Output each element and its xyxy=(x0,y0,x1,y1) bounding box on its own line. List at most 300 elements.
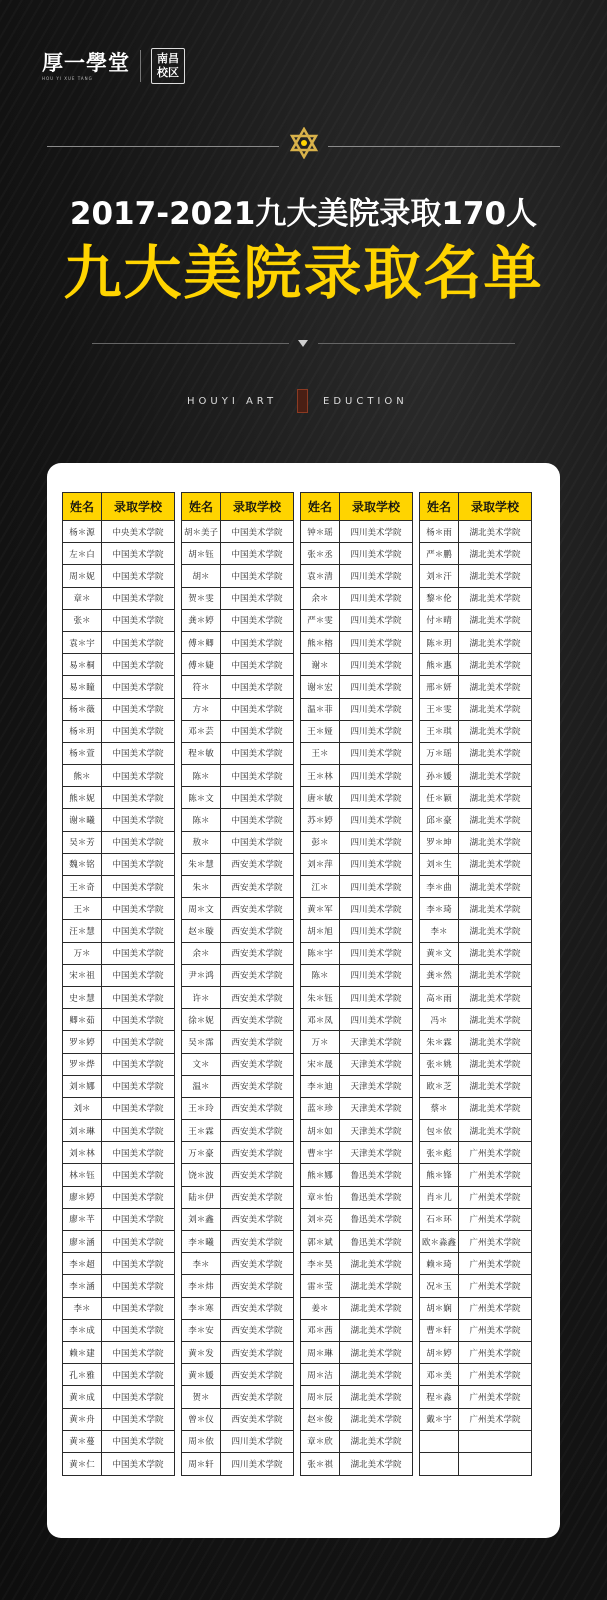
student-name: 陈＊玥 xyxy=(420,632,459,653)
table-row xyxy=(63,1431,174,1453)
student-name: 李＊曲 xyxy=(420,876,459,897)
table-row xyxy=(301,1076,412,1098)
admitted-school: 湖北美术学院 xyxy=(469,949,521,960)
admitted-school: 中国美术学院 xyxy=(112,1370,164,1381)
table-row xyxy=(301,1054,412,1076)
student-name: 蔡＊ xyxy=(420,1098,459,1119)
student-name: 周＊轩 xyxy=(182,1453,221,1475)
table-row xyxy=(182,1120,293,1142)
table-row xyxy=(420,854,531,876)
table-row xyxy=(63,1231,174,1253)
admitted-school: 湖北美术学院 xyxy=(469,749,521,760)
student-name: 周＊妮 xyxy=(63,565,102,586)
admitted-school: 广州美术学院 xyxy=(469,1348,521,1359)
table-row xyxy=(301,676,412,698)
admitted-school: 中国美术学院 xyxy=(231,771,283,782)
admitted-school xyxy=(459,1431,531,1452)
tagline-right: EDUCTION xyxy=(323,396,408,407)
student-name: 傅＊婕 xyxy=(182,654,221,675)
student-name: 邱＊豪 xyxy=(420,809,459,830)
table-row xyxy=(420,876,531,898)
table-row xyxy=(420,743,531,765)
admitted-school: 天津美术学院 xyxy=(350,1082,402,1093)
admitted-school: 中国美术学院 xyxy=(112,949,164,960)
student-name: 李＊超 xyxy=(63,1253,102,1274)
student-name: 熊＊榕 xyxy=(301,632,340,653)
student-name: 张＊ xyxy=(63,610,102,631)
student-name: 程＊淼 xyxy=(420,1386,459,1407)
student-name: 黎＊伦 xyxy=(420,588,459,609)
table-row xyxy=(182,588,293,610)
admitted-school: 湖北美术学院 xyxy=(469,904,521,915)
student-name: 万＊ xyxy=(301,1031,340,1052)
table-row xyxy=(182,676,293,698)
admitted-school: 中国美术学院 xyxy=(112,1215,164,1226)
admitted-school: 中国美术学院 xyxy=(112,1415,164,1426)
admitted-school: 中国美术学院 xyxy=(112,682,164,693)
table-row xyxy=(63,1098,174,1120)
admitted-school: 西安美术学院 xyxy=(231,1037,283,1048)
student-name: 王＊雯 xyxy=(420,699,459,720)
student-name: 刘＊亮 xyxy=(301,1209,340,1230)
student-name: 罗＊烨 xyxy=(63,1054,102,1075)
student-name: 万＊瑶 xyxy=(420,743,459,764)
student-name: 杨＊源 xyxy=(63,521,102,542)
table-row xyxy=(301,721,412,743)
table-row xyxy=(63,898,174,920)
admitted-school: 湖北美术学院 xyxy=(350,1437,402,1448)
admitted-school: 中国美术学院 xyxy=(112,904,164,915)
table-row xyxy=(301,876,412,898)
admitted-school: 西安美术学院 xyxy=(231,1281,283,1292)
admitted-school: 鲁迅美术学院 xyxy=(350,1193,402,1204)
student-name: 熊＊锋 xyxy=(420,1164,459,1185)
table-row xyxy=(182,854,293,876)
table-row xyxy=(420,699,531,721)
student-name: 史＊慧 xyxy=(63,987,102,1008)
admitted-school: 湖北美术学院 xyxy=(469,705,521,716)
table-row xyxy=(301,1320,412,1342)
student-name: 余＊ xyxy=(182,943,221,964)
admitted-school: 中国美术学院 xyxy=(231,616,283,627)
admitted-school: 广州美术学院 xyxy=(469,1326,521,1337)
admitted-school: 湖北美术学院 xyxy=(350,1415,402,1426)
student-name: 熊＊妮 xyxy=(63,787,102,808)
admitted-school: 湖北美术学院 xyxy=(469,1126,521,1137)
student-name: 陆＊伊 xyxy=(182,1187,221,1208)
student-name: 朱＊ xyxy=(182,876,221,897)
table-row xyxy=(420,632,531,654)
table-row xyxy=(420,920,531,942)
student-name: 赵＊璇 xyxy=(182,920,221,941)
table-row xyxy=(182,1453,293,1475)
admitted-school: 四川美术学院 xyxy=(231,1437,283,1448)
student-name: 吴＊霈 xyxy=(182,1031,221,1052)
table-row xyxy=(301,565,412,587)
table-row xyxy=(420,1431,531,1453)
table-row xyxy=(301,765,412,787)
column-header xyxy=(63,493,174,521)
student-name xyxy=(420,1431,459,1452)
column-header xyxy=(420,493,531,521)
student-name: 邓＊凤 xyxy=(301,1009,340,1030)
admitted-school: 中国美术学院 xyxy=(112,1082,164,1093)
admitted-school: 中国美术学院 xyxy=(231,816,283,827)
admitted-school: 湖北美术学院 xyxy=(469,571,521,582)
table-row xyxy=(420,676,531,698)
table-row xyxy=(182,1209,293,1231)
student-name: 许＊ xyxy=(182,987,221,1008)
header-name: 姓名 xyxy=(420,493,459,520)
student-name: 刘＊琳 xyxy=(63,1120,102,1141)
logo-subtext: HOU YI XUE TANG xyxy=(42,75,93,81)
table-row xyxy=(301,632,412,654)
top-rule-right xyxy=(328,146,560,147)
table-row xyxy=(301,1142,412,1164)
table-row xyxy=(420,1054,531,1076)
admitted-school: 西安美术学院 xyxy=(231,971,283,982)
header-school: 录取学校 xyxy=(232,500,281,514)
admitted-school: 天津美术学院 xyxy=(350,1148,402,1159)
student-name: 孔＊雅 xyxy=(63,1364,102,1385)
admitted-school: 西安美术学院 xyxy=(231,1148,283,1159)
student-name: 李＊寒 xyxy=(182,1298,221,1319)
admitted-school: 中国美术学院 xyxy=(231,749,283,760)
table-row xyxy=(301,543,412,565)
student-name: 余＊ xyxy=(301,588,340,609)
student-name: 胡＊娴 xyxy=(420,1298,459,1319)
table-row xyxy=(420,721,531,743)
admitted-school: 西安美术学院 xyxy=(231,1104,283,1115)
student-name: 章＊欣 xyxy=(301,1431,340,1452)
student-name: 廖＊涵 xyxy=(63,1231,102,1252)
admitted-school: 西安美术学院 xyxy=(231,1171,283,1182)
table-row xyxy=(182,1076,293,1098)
table-row xyxy=(182,1187,293,1209)
student-name: 严＊雯 xyxy=(301,610,340,631)
admitted-school: 湖北美术学院 xyxy=(469,727,521,738)
admitted-school: 四川美术学院 xyxy=(350,838,402,849)
table-row xyxy=(63,1320,174,1342)
admitted-school: 四川美术学院 xyxy=(350,727,402,738)
student-name: 章＊ xyxy=(63,588,102,609)
student-name: 张＊祺 xyxy=(301,1453,340,1475)
student-name: 易＊桐 xyxy=(63,654,102,675)
table-row xyxy=(63,1142,174,1164)
table-row xyxy=(420,1009,531,1031)
table-row xyxy=(420,1209,531,1231)
table-row xyxy=(301,965,412,987)
admitted-school: 中国美术学院 xyxy=(112,793,164,804)
table-row xyxy=(420,1364,531,1386)
admitted-school: 中国美术学院 xyxy=(112,860,164,871)
admitted-school: 四川美术学院 xyxy=(350,882,402,893)
table-row xyxy=(63,1187,174,1209)
student-name: 黄＊文 xyxy=(420,943,459,964)
table-row xyxy=(182,1275,293,1297)
table-row xyxy=(63,1253,174,1275)
table-row xyxy=(301,987,412,1009)
admitted-school: 四川美术学院 xyxy=(350,1015,402,1026)
admitted-school: 中国美术学院 xyxy=(112,1237,164,1248)
student-name: 饶＊波 xyxy=(182,1164,221,1185)
table-row xyxy=(182,1054,293,1076)
admitted-school: 中国美术学院 xyxy=(231,793,283,804)
table-row xyxy=(63,699,174,721)
student-name: 李＊成 xyxy=(63,1320,102,1341)
student-name: 曹＊轩 xyxy=(420,1320,459,1341)
student-name: 王＊林 xyxy=(301,765,340,786)
admitted-school: 中国美术学院 xyxy=(112,993,164,1004)
admitted-school: 中国美术学院 xyxy=(112,1015,164,1026)
table-row xyxy=(301,699,412,721)
student-name: 罗＊坤 xyxy=(420,832,459,853)
table-row xyxy=(63,1342,174,1364)
table-row xyxy=(182,1431,293,1453)
table-row xyxy=(301,1298,412,1320)
admitted-school: 中国美术学院 xyxy=(112,660,164,671)
admitted-school: 四川美术学院 xyxy=(350,571,402,582)
student-name: 刘＊鑫 xyxy=(182,1209,221,1230)
student-name: 方＊ xyxy=(182,699,221,720)
student-name: 刘＊萍 xyxy=(301,854,340,875)
table-row xyxy=(182,1364,293,1386)
table-row xyxy=(63,632,174,654)
admitted-school: 四川美术学院 xyxy=(350,527,402,538)
header-school: 录取学校 xyxy=(470,500,519,514)
student-name: 敖＊ xyxy=(182,832,221,853)
table-row xyxy=(182,1031,293,1053)
student-name: 万＊ xyxy=(63,943,102,964)
student-name: 王＊ xyxy=(301,743,340,764)
admitted-school: 中国美术学院 xyxy=(112,1148,164,1159)
admitted-school: 中国美术学院 xyxy=(112,1348,164,1359)
admitted-school: 中国美术学院 xyxy=(231,594,283,605)
table-row xyxy=(63,832,174,854)
student-name: 袁＊清 xyxy=(301,565,340,586)
student-name: 朱＊钰 xyxy=(301,987,340,1008)
campus-badge: 南昌校区 xyxy=(151,48,185,84)
admitted-school: 广州美术学院 xyxy=(469,1148,521,1159)
top-rule-left xyxy=(47,146,279,147)
admission-column-4 xyxy=(419,492,532,1476)
student-name: 朱＊慧 xyxy=(182,854,221,875)
table-row xyxy=(420,987,531,1009)
student-name: 周＊辰 xyxy=(301,1386,340,1407)
student-name: 林＊钰 xyxy=(63,1164,102,1185)
admitted-school: 湖北美术学院 xyxy=(350,1326,402,1337)
admitted-school: 湖北美术学院 xyxy=(469,882,521,893)
table-row xyxy=(182,1142,293,1164)
table-row xyxy=(182,521,293,543)
student-name: 曹＊宇 xyxy=(301,1142,340,1163)
table-row xyxy=(182,721,293,743)
table-row xyxy=(63,1164,174,1186)
admitted-school: 鲁迅美术学院 xyxy=(350,1215,402,1226)
page-title: 九大美院录取名单 xyxy=(63,239,544,307)
admitted-school: 湖北美术学院 xyxy=(350,1370,402,1381)
admitted-school: 广州美术学院 xyxy=(469,1304,521,1315)
table-row xyxy=(63,1409,174,1431)
admitted-school: 鲁迅美术学院 xyxy=(350,1237,402,1248)
student-name: 廖＊婷 xyxy=(63,1187,102,1208)
table-row xyxy=(182,1009,293,1031)
admitted-school: 广州美术学院 xyxy=(469,1237,521,1248)
table-row xyxy=(63,965,174,987)
student-name: 姜＊ xyxy=(301,1298,340,1319)
table-row xyxy=(301,1431,412,1453)
table-row xyxy=(63,920,174,942)
table-row xyxy=(301,1031,412,1053)
admitted-school: 西安美术学院 xyxy=(231,904,283,915)
student-name: 黄＊媛 xyxy=(182,1364,221,1385)
admitted-school: 湖北美术学院 xyxy=(469,1104,521,1115)
table-row xyxy=(420,1231,531,1253)
admitted-school: 西安美术学院 xyxy=(231,1082,283,1093)
admitted-school: 四川美术学院 xyxy=(350,860,402,871)
student-name: 钟＊瑶 xyxy=(301,521,340,542)
student-name: 胡＊如 xyxy=(301,1120,340,1141)
student-name: 王＊奇 xyxy=(63,876,102,897)
admitted-school: 湖北美术学院 xyxy=(469,971,521,982)
student-name: 邓＊芸 xyxy=(182,721,221,742)
admitted-school: 西安美术学院 xyxy=(231,926,283,937)
student-name: 魏＊铭 xyxy=(63,854,102,875)
table-row xyxy=(420,565,531,587)
admitted-school: 四川美术学院 xyxy=(231,1459,283,1470)
table-row xyxy=(301,854,412,876)
student-name: 程＊敏 xyxy=(182,743,221,764)
admitted-school: 广州美术学院 xyxy=(469,1193,521,1204)
admitted-school: 中国美术学院 xyxy=(231,549,283,560)
admitted-school: 四川美术学院 xyxy=(350,549,402,560)
student-name: 宋＊祖 xyxy=(63,965,102,986)
table-row xyxy=(420,943,531,965)
student-name: 胡＊旭 xyxy=(301,920,340,941)
student-name: 彭＊ xyxy=(301,832,340,853)
student-name: 陈＊ xyxy=(301,965,340,986)
admitted-school: 湖北美术学院 xyxy=(469,926,521,937)
admitted-school: 西安美术学院 xyxy=(231,1259,283,1270)
student-name: 石＊环 xyxy=(420,1209,459,1230)
admitted-school: 广州美术学院 xyxy=(469,1171,521,1182)
admitted-school: 中国美术学院 xyxy=(112,1126,164,1137)
student-name: 陈＊ xyxy=(182,765,221,786)
admitted-school: 中国美术学院 xyxy=(112,727,164,738)
student-name: 欧＊淼鑫 xyxy=(420,1231,459,1252)
student-name: 黄＊发 xyxy=(182,1342,221,1363)
student-name: 胡＊钰 xyxy=(182,543,221,564)
student-name: 谢＊ xyxy=(301,654,340,675)
admitted-school: 中国美术学院 xyxy=(112,838,164,849)
admitted-school: 西安美术学院 xyxy=(231,1415,283,1426)
admitted-school: 四川美术学院 xyxy=(350,594,402,605)
student-name: 朱＊霖 xyxy=(420,1031,459,1052)
student-name: 王＊琪 xyxy=(420,721,459,742)
table-row xyxy=(301,610,412,632)
table-row xyxy=(182,765,293,787)
admitted-school: 湖北美术学院 xyxy=(350,1459,402,1470)
student-name: 汪＊慧 xyxy=(63,920,102,941)
table-row xyxy=(63,1209,174,1231)
student-name: 付＊晴 xyxy=(420,610,459,631)
table-row xyxy=(420,832,531,854)
admitted-school: 四川美术学院 xyxy=(350,816,402,827)
admitted-school: 四川美术学院 xyxy=(350,971,402,982)
table-row xyxy=(63,876,174,898)
student-name: 文＊ xyxy=(182,1054,221,1075)
table-row xyxy=(182,832,293,854)
student-name: 徐＊妮 xyxy=(182,1009,221,1030)
tagline-left: HOUYI ART xyxy=(187,396,278,407)
admitted-school: 四川美术学院 xyxy=(350,616,402,627)
student-name: 熊＊娜 xyxy=(301,1164,340,1185)
student-name: 万＊豪 xyxy=(182,1142,221,1163)
student-name: 李＊曦 xyxy=(182,1231,221,1252)
admitted-school: 中国美术学院 xyxy=(112,594,164,605)
student-name: 赵＊俊 xyxy=(301,1409,340,1430)
admitted-school: 天津美术学院 xyxy=(350,1060,402,1071)
admitted-school: 中国美术学院 xyxy=(112,1437,164,1448)
admitted-school: 鲁迅美术学院 xyxy=(350,1171,402,1182)
admitted-school: 西安美术学院 xyxy=(231,1193,283,1204)
admitted-school: 中国美术学院 xyxy=(231,660,283,671)
table-row xyxy=(182,610,293,632)
table-row xyxy=(63,1054,174,1076)
student-name: 郭＊斌 xyxy=(301,1231,340,1252)
table-row xyxy=(63,654,174,676)
table-row xyxy=(182,787,293,809)
admitted-school: 四川美术学院 xyxy=(350,705,402,716)
table-row xyxy=(420,521,531,543)
table-row xyxy=(182,898,293,920)
admitted-school: 四川美术学院 xyxy=(350,771,402,782)
admitted-school: 西安美术学院 xyxy=(231,1215,283,1226)
table-row xyxy=(182,987,293,1009)
student-name: 李＊ xyxy=(63,1298,102,1319)
admitted-school: 中国美术学院 xyxy=(112,749,164,760)
student-name: 黄＊舟 xyxy=(63,1409,102,1430)
table-row xyxy=(63,943,174,965)
table-row xyxy=(301,787,412,809)
admitted-school: 中国美术学院 xyxy=(112,1104,164,1115)
table-row xyxy=(63,1364,174,1386)
admitted-school: 湖北美术学院 xyxy=(469,1082,521,1093)
student-name: 符＊ xyxy=(182,676,221,697)
table-row xyxy=(420,1098,531,1120)
student-name: 苏＊婷 xyxy=(301,809,340,830)
admitted-school: 中国美术学院 xyxy=(231,527,283,538)
admitted-school: 中国美术学院 xyxy=(112,1060,164,1071)
student-name: 蓝＊珍 xyxy=(301,1098,340,1119)
student-name: 杨＊玥 xyxy=(63,721,102,742)
student-name: 贺＊雯 xyxy=(182,588,221,609)
table-row xyxy=(301,943,412,965)
table-row xyxy=(420,654,531,676)
student-name: 杨＊萱 xyxy=(63,743,102,764)
table-row xyxy=(420,1120,531,1142)
table-row xyxy=(420,1320,531,1342)
admitted-school: 湖北美术学院 xyxy=(469,616,521,627)
admitted-school: 湖北美术学院 xyxy=(469,993,521,1004)
table-row xyxy=(420,1342,531,1364)
admitted-school: 湖北美术学院 xyxy=(469,1015,521,1026)
student-name: 温＊菲 xyxy=(301,699,340,720)
table-row xyxy=(63,1453,174,1475)
table-row xyxy=(301,1209,412,1231)
student-name: 高＊雨 xyxy=(420,987,459,1008)
table-row xyxy=(63,854,174,876)
